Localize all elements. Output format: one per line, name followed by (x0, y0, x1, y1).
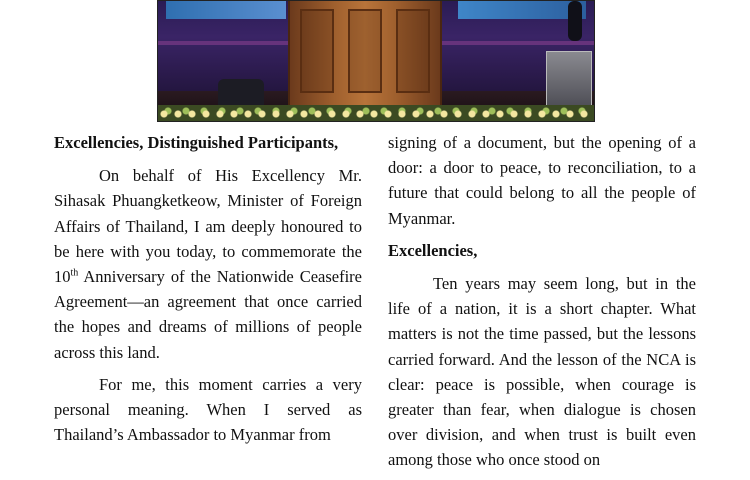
stage-screen-right (458, 1, 586, 19)
paragraph-opening: On behalf of His Excellency Mr. Sihasak Phuangketkeow, Minister of Foreign Affairs of Thailand, I am deeply honoured to be here with you today, to commemorate the 10th Anniversary of the Nationwide Ceasefire Agreement—an agreement that once carried the hopes and dreams of millions of people across this land. (54, 166, 362, 362)
paragraph-personal: For me, this moment carries a very personal meaning. When I served as Thailand’s Ambassador to Myanmar from (54, 374, 362, 445)
paragraph-ten-years: Ten years may seem long, but in the life of a nation, it is a short chapter. What matters is not the time passed, but the lessons carried forward. And the lesson of the NCA is clear: peace is possible, when courage is greater than fear, when dialogue is chosen over division, and when trust is built even among those who once stood on (388, 274, 696, 470)
salutation-heading: Excellencies, Distinguished Participants, (54, 133, 339, 152)
excellencies-heading: Excellencies, (388, 240, 478, 260)
wooden-podium (288, 1, 442, 107)
stage-screen-left (166, 1, 286, 19)
flower-arrangement (158, 105, 594, 122)
speaker-box (546, 51, 592, 111)
conference-podium-photo (157, 0, 595, 122)
microphone-stand (568, 1, 582, 41)
podium-panel (300, 9, 334, 93)
ordinal-suffix: th (70, 267, 79, 279)
podium-panel (396, 9, 430, 93)
left-text-column (54, 130, 362, 454)
stage-lamp (218, 79, 264, 107)
podium-panel (348, 9, 382, 93)
right-text-column (388, 130, 696, 480)
paragraph-continuation: signing of a document, but the opening of a door: a door to peace, to reconciliation, to a future that could belong to all the people of Myanmar. (388, 133, 696, 228)
